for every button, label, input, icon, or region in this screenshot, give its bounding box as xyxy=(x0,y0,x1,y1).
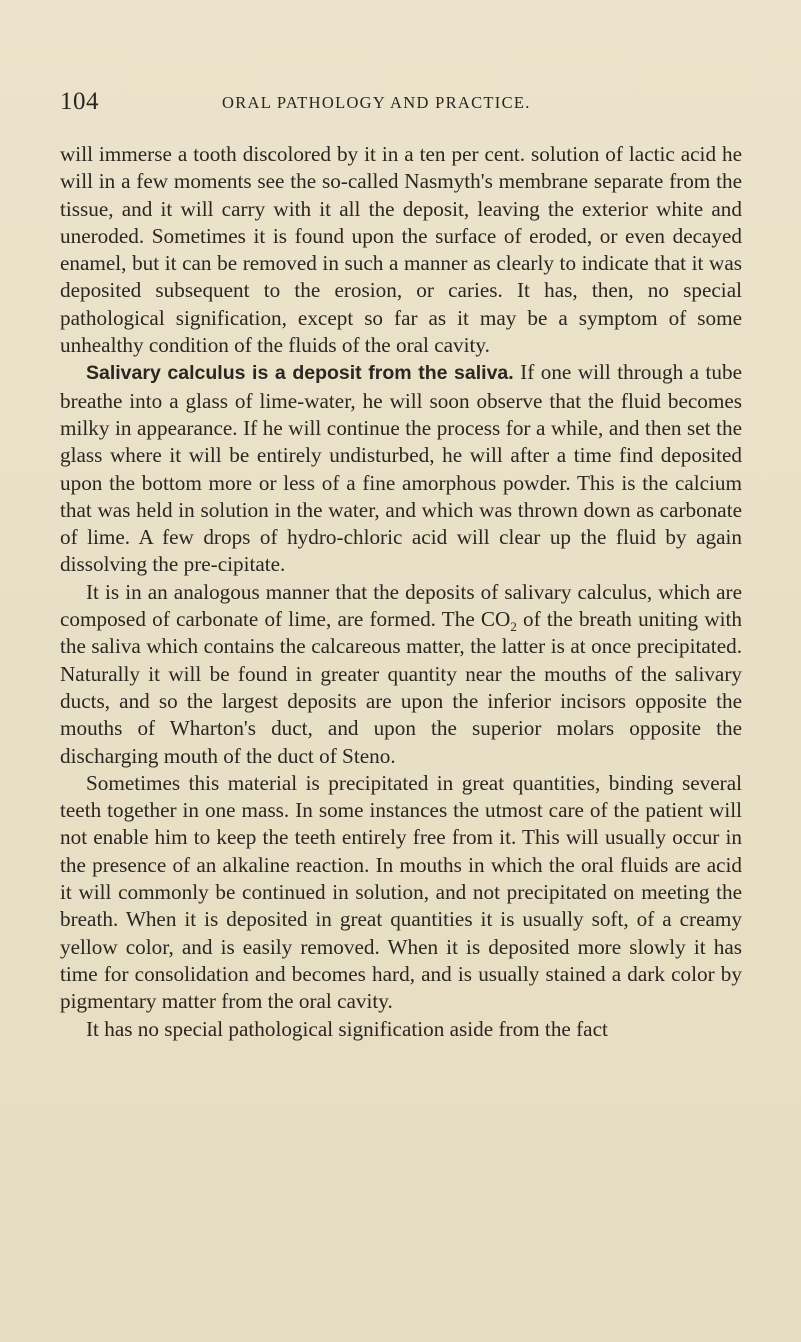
paragraph-2 xyxy=(60,359,742,578)
section-lead: Salivary calculus is a deposit from the saliva. xyxy=(86,362,514,385)
body-text xyxy=(60,141,742,1043)
paragraph-3-text-a: It is in an analogous manner that the deposits of salivary calculus, which are composed of carbonate of lime, are formed. The CO xyxy=(60,579,742,632)
paragraph-2-text: If one will through a tube breathe into a glass of lime-water, he will soon observe that the fluid becomes milky in appearance. If he will continue the process for a while, and then set the glass where it will be entirely undisturbed, he will after a time find deposited upon the bottom more or less of a fine amorphous powder. This is the calcium that was held in solution in the water, and which was thrown down as carbonate of lime. A few drops of hydro-chloric acid will clear up the fluid by again dissolving the pre-cipitate. xyxy=(60,360,742,577)
paragraph-1: will immerse a tooth discolored by it in a ten per cent. solution of lactic acid he will in a few moments see the so-called Nasmyth's membrane separate from the tissue, and it will carry with it all the deposit, leaving the exterior white and uneroded. Sometimes it is found upon the surface of eroded, or even decayed enamel, but it can be removed in such a manner as clearly to indicate that it was deposited subsequent to the erosion, or caries. It has, then, no special pathological signification, except so far as it may be a symptom of some unhealthy condition of the fluids of the oral cavity. xyxy=(60,142,742,358)
subscript-2: 2 xyxy=(510,619,517,635)
paragraph-4: Sometimes this material is precipitated in great quantities, binding several teeth together in one mass. In some instances the utmost care of the patient will not enable him to keep the teeth entirely free from it. This will usually occur in the presence of an alkaline reaction. In mouths in which the oral fluids are acid it will commonly be continued in solution, and not precipitated on meeting the breath. When it is deposited in great quantities it is usually soft, of a creamy yellow color, and is easily removed. When it is deposited more slowly it has time for consolidation and becomes hard, and is usually stained a dark color by pigmentary matter from the oral cavity. xyxy=(60,770,742,1014)
paragraph-3-text-b: of the breath uniting with the saliva which contains the calcareous matter, the latter is at once precipitated. Naturally it will be found in greater quantity near the mouths of the salivary ducts, and so the largest deposits are upon the inferior incisors opposite the mouths of Wharton's duct, and upon the superior molars opposite the discharging mouth of the duct of Steno. xyxy=(60,607,742,768)
page-number: 104 xyxy=(60,88,99,115)
paragraph-5: It has no special pathological signification aside from the fact xyxy=(86,1016,608,1041)
paragraph-3 xyxy=(60,579,742,770)
page-header xyxy=(60,88,742,120)
running-title: ORAL PATHOLOGY AND PRACTICE. xyxy=(222,93,531,112)
